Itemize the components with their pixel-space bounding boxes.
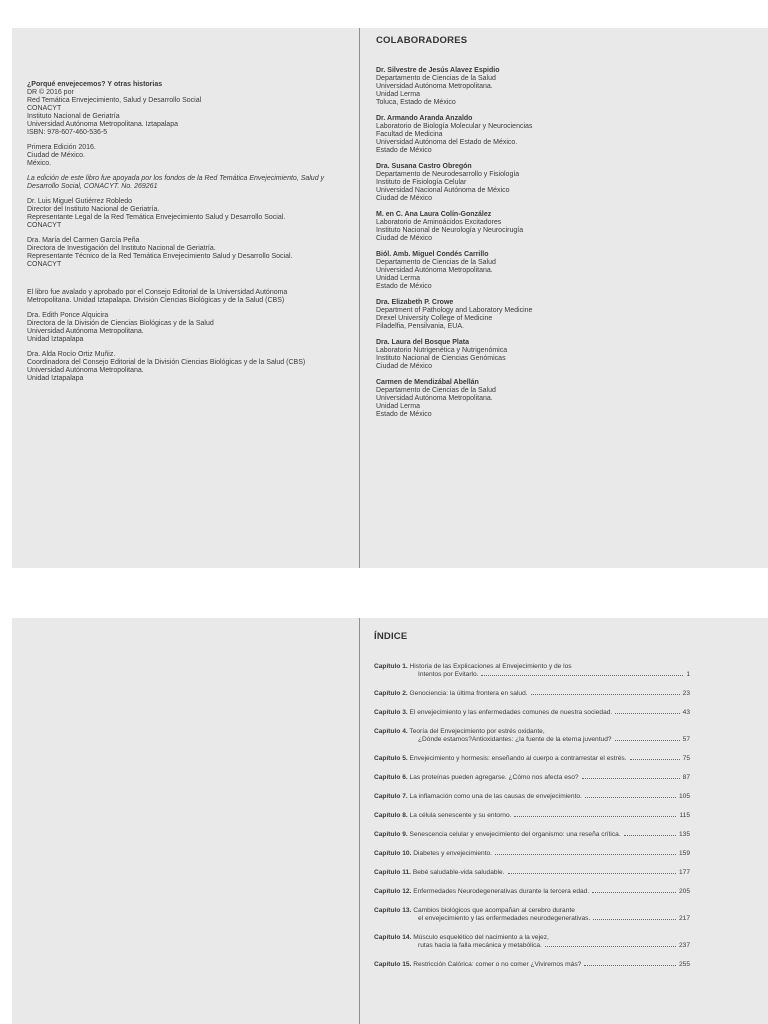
leader-dots: [615, 740, 680, 741]
chapter-title: Envejecimiento y hormesis: enseñando al cuerpo a contrarrestar el estrés.: [409, 755, 627, 762]
credit-line: Unidad Iztapalapa: [27, 375, 84, 382]
credit-line: Universidad Autónoma Metropolitana.: [27, 328, 144, 335]
chapter-number: Capítulo 2.: [374, 690, 408, 697]
collaborator-name: Dra. Elizabeth P. Crowe: [376, 299, 454, 306]
index-entry: [374, 793, 690, 801]
copyright-line: Instituto Nacional de Geriatría: [27, 113, 120, 120]
collaborator-affiliation: Universidad Autónoma del Estado de México.: [376, 139, 518, 146]
chapter-title: Restricción Calórica: comer o no comer ¿Viviremos más?: [413, 961, 582, 968]
collaborator-affiliation: Universidad Nacional Autónoma de México: [376, 187, 510, 194]
collaborator-affiliation: Instituto Nacional de Ciencias Genómicas: [376, 355, 506, 362]
leader-dots: [592, 892, 676, 893]
collaborator-name: Dra. Susana Castro Obregón: [376, 163, 472, 170]
index-entry: [374, 907, 690, 923]
collaborator-entry: [376, 67, 736, 107]
index-entry: [374, 934, 690, 950]
top-page-fold: [359, 28, 360, 568]
collaborator-name: Dra. Laura del Bosque Plata: [376, 339, 469, 346]
chapter-title: El envejecimiento y las enfermedades comunes de nuestra sociedad.: [409, 709, 613, 716]
index-entry: [374, 663, 690, 679]
chapter-page-number: 23: [682, 690, 690, 697]
collaborator-affiliation: Instituto de Fisiología Celular: [376, 179, 467, 186]
collaborators-page: [376, 37, 736, 427]
chapter-title-continued: ¿Dónde estamos?Antioxidantes: ¿la fuente de la eterna juventud?: [418, 736, 612, 743]
chapter-number: Capítulo 15.: [374, 961, 412, 968]
chapter-number: Capítulo 8.: [374, 812, 408, 819]
collaborator-affiliation: Unidad Lerma: [376, 403, 420, 410]
leader-dots: [514, 816, 676, 817]
index-entry: [374, 961, 690, 969]
chapter-page-number: 1: [686, 671, 690, 678]
chapter-number: Capítulo 9.: [374, 831, 408, 838]
collaborator-name: M. en C. Ana Laura Colín-González: [376, 211, 492, 218]
chapter-title: Las proteínas pueden agregarse. ¿Cómo nos afecta eso?: [409, 774, 579, 781]
chapter-number: Capítulo 12.: [374, 888, 412, 895]
chapter-title: Diabetes y envejecimiento.: [413, 850, 493, 857]
collaborator-affiliation: Estado de México: [376, 147, 432, 154]
funding-note: La edición de este libro fue apoyada por los fondos de la Red Temática Envejecimiento, Salud y Desarrollo Social, CONACYT. No. 269261: [27, 175, 325, 190]
chapter-number: Capítulo 14.: [374, 934, 412, 941]
chapter-title: Enfermedades Neurodegenerativas durante la tercera edad.: [413, 888, 590, 895]
chapter-title-continued: el envejecimiento y las enfermedades neurodegenerativas.: [418, 915, 591, 922]
chapter-number: Capítulo 11.: [374, 869, 412, 876]
collaborator-affiliation: Ciudad de México: [376, 363, 433, 370]
chapter-number: Capítulo 6.: [374, 774, 408, 781]
collaborator-affiliation: Instituto Nacional de Neurología y Neurocirugía: [376, 227, 524, 234]
bottom-page-fold: [359, 618, 360, 1024]
copyright-line: Universidad Autónoma Metropolitana. Iztapalapa: [27, 121, 178, 128]
credit-line: Representante Técnico de la Red Temática Envejecimiento Salud y Desarrollo Social.: [27, 253, 293, 260]
chapter-number: Capítulo 3.: [374, 709, 408, 716]
index-entry: [374, 888, 690, 896]
collaborators-heading: COLABORADORES: [376, 35, 468, 46]
collaborator-entry: [376, 379, 736, 419]
leader-dots: [615, 713, 679, 714]
collaborator-affiliation: Universidad Autónoma Metropolitana.: [376, 83, 493, 90]
credit-line: CONACYT: [27, 261, 62, 268]
collaborator-entry: [376, 251, 736, 291]
chapter-title: Historia de las Explicaciones al Envejecimiento y de los: [409, 663, 572, 670]
chapter-page-number: 255: [678, 961, 690, 968]
copyright-page: [27, 81, 352, 390]
collaborator-name: Dr. Silvestre de Jesús Alavez Espidio: [376, 67, 500, 74]
chapter-title: Músculo esquelético del nacimiento a la vejez,: [413, 934, 549, 941]
chapter-page-number: 115: [679, 812, 690, 819]
leader-dots: [495, 854, 676, 855]
chapter-page-number: 205: [678, 888, 690, 895]
chapter-title: Genociencia: la última frontera en salud.: [409, 690, 528, 697]
chapter-page-number: 217: [678, 915, 690, 922]
chapter-page-number: 43: [682, 709, 690, 716]
collaborator-name: Biól. Amb. Miguel Condés Carrillo: [376, 251, 489, 258]
collaborator-affiliation: Department of Pathology and Laboratory Medicine: [376, 307, 533, 314]
index-entry: [374, 850, 690, 858]
chapter-page-number: 177: [678, 869, 690, 876]
collaborator-affiliation: Departamento de Ciencias de la Salud: [376, 75, 496, 82]
chapter-title: Senescencia celular y envejecimiento del organismo: una reseña crítica.: [409, 831, 621, 838]
leader-dots: [481, 675, 683, 676]
collaborator-entry: [376, 115, 736, 155]
collaborator-affiliation: Universidad Autónoma Metropolitana.: [376, 267, 493, 274]
collaborator-affiliation: Estado de México: [376, 283, 432, 290]
collaborator-entry: [376, 299, 736, 331]
collaborator-entry: [376, 339, 736, 371]
collaborator-affiliation: Laboratorio de Biología Molecular y Neurociencias: [376, 123, 533, 130]
chapter-title: Bebé saludable-vida saludable.: [412, 869, 505, 876]
chapter-number: Capítulo 1.: [374, 663, 408, 670]
index-entry: [374, 755, 690, 763]
approval-line: Metropolitana. Unidad Iztapalapa. División Ciencias Biológicas y de la Salud (CBS): [27, 297, 285, 304]
leader-dots: [508, 873, 676, 874]
credit-line: CONACYT: [27, 222, 62, 229]
collaborator-affiliation: Laboratorio de Aminoácidos Excitadores: [376, 219, 502, 226]
collaborator-affiliation: Universidad Autónoma Metropolitana.: [376, 395, 493, 402]
credit-line: Dra. Alda Rocío Ortiz Muñiz.: [27, 351, 116, 358]
index-entry: [374, 709, 690, 717]
collaborator-affiliation: Ciudad de México: [376, 235, 433, 242]
leader-dots: [582, 778, 680, 779]
index-entry: [374, 774, 690, 782]
chapter-page-number: 87: [682, 774, 690, 781]
collaborator-name: Dr. Armando Aranda Anzaldo: [376, 115, 473, 122]
chapter-page-number: 57: [682, 736, 690, 743]
credit-line: Directora de Investigación del Instituto Nacional de Geriatría.: [27, 245, 216, 252]
credit-line: Representante Legal de la Red Temática Envejecimiento Salud y Desarrollo Social.: [27, 214, 286, 221]
chapter-page-number: 159: [678, 850, 690, 857]
collaborator-affiliation: Laboratorio Nutrigenética y Nutrigenómica: [376, 347, 508, 354]
collaborator-affiliation: Departamento de Neurodesarrollo y Fisiología: [376, 171, 520, 178]
collaborator-affiliation: Departamento de Ciencias de la Salud: [376, 259, 496, 266]
chapter-title-continued: rutas hacia la falla mecánica y metabólica.: [418, 942, 542, 949]
chapter-page-number: 135: [678, 831, 690, 838]
chapter-title: Teoría del Envejecimiento por estrés oxidante,: [409, 728, 545, 735]
index-heading: ÍNDICE: [374, 631, 408, 642]
index-entry: [374, 690, 690, 698]
leader-dots: [585, 797, 676, 798]
chapter-page-number: 105: [678, 793, 690, 800]
collaborator-affiliation: Unidad Lerma: [376, 91, 420, 98]
copyright-line: Red Temática Envejecimiento, Salud y Desarrollo Social: [27, 97, 202, 104]
index-entry: [374, 812, 690, 820]
collaborator-affiliation: Toluca, Estado de México: [376, 99, 456, 106]
credit-line: Unidad Iztapalapa: [27, 336, 84, 343]
chapter-page-number: 237: [678, 942, 690, 949]
index-entry: [374, 869, 690, 877]
edition-line: México.: [27, 160, 52, 167]
collaborator-affiliation: Ciudad de México: [376, 195, 433, 202]
copyright-line: CONACYT: [27, 105, 62, 112]
chapter-number: Capítulo 5.: [374, 755, 408, 762]
chapter-number: Capítulo 10.: [374, 850, 412, 857]
leader-dots: [545, 946, 676, 947]
leader-dots: [584, 965, 676, 966]
chapter-title-continued: Intentos por Evitarlo.: [418, 671, 479, 678]
chapter-number: Capítulo 4.: [374, 728, 408, 735]
leader-dots: [593, 919, 676, 920]
collaborator-name: Carmen de Mendizábal Abellán: [376, 379, 479, 386]
credit-line: Dr. Luis Miguel Gutiérrez Robledo: [27, 198, 133, 205]
leader-dots: [624, 835, 676, 836]
credit-line: Universidad Autónoma Metropolitana.: [27, 367, 144, 374]
chapter-number: Capítulo 7.: [374, 793, 408, 800]
edition-line: Ciudad de México.: [27, 152, 85, 159]
collaborator-affiliation: Unidad Lerma: [376, 275, 420, 282]
chapter-title: Cambios biológicos que acompañan al cerebro durante: [413, 907, 575, 914]
index-entry: [374, 831, 690, 839]
collaborator-affiliation: Estado de México: [376, 411, 432, 418]
credit-line: Dra. Edith Ponce Alquicira: [27, 312, 109, 319]
copyright-line: DR © 2016 por: [27, 89, 74, 96]
credit-line: Dra. María del Carmen García Peña: [27, 237, 140, 244]
collaborator-entry: [376, 163, 736, 203]
collaborator-affiliation: Drexel University College of Medicine: [376, 315, 493, 322]
edition-line: Primera Edición 2016.: [27, 144, 96, 151]
chapter-title: La célula senescente y su entorno.: [409, 812, 512, 819]
index-entry: [374, 728, 690, 744]
credit-line: Directora de la División de Ciencias Biológicas y de la Salud: [27, 320, 214, 327]
chapter-number: Capítulo 13.: [374, 907, 412, 914]
collaborators-list: [376, 67, 736, 419]
isbn: ISBN: 978-607-460-536-5: [27, 129, 108, 136]
approval-line: El libro fue avalado y aprobado por el Consejo Editorial de la Universidad Autónoma: [27, 289, 288, 296]
credit-line: Director del Instituto Nacional de Geriatría.: [27, 206, 160, 213]
leader-dots: [630, 759, 680, 760]
collaborator-entry: [376, 211, 736, 243]
index-page: [374, 633, 690, 980]
leader-dots: [531, 694, 680, 695]
book-title: ¿Porqué envejecemos? Y otras historias: [27, 81, 163, 88]
chapter-page-number: 75: [682, 755, 690, 762]
collaborator-affiliation: Facultad de Medicina: [376, 131, 443, 138]
chapter-title: La inflamación como una de las causas de envejecimiento.: [409, 793, 582, 800]
collaborator-affiliation: Departamento de Ciencias de la Salud: [376, 387, 496, 394]
credit-line: Coordinadora del Consejo Editorial de la División Ciencias Biológicas y de la Salud (CBS): [27, 359, 306, 366]
chapter-list: [374, 663, 690, 969]
collaborator-affiliation: Filadelfia, Pensilvania, EUA.: [376, 323, 464, 330]
